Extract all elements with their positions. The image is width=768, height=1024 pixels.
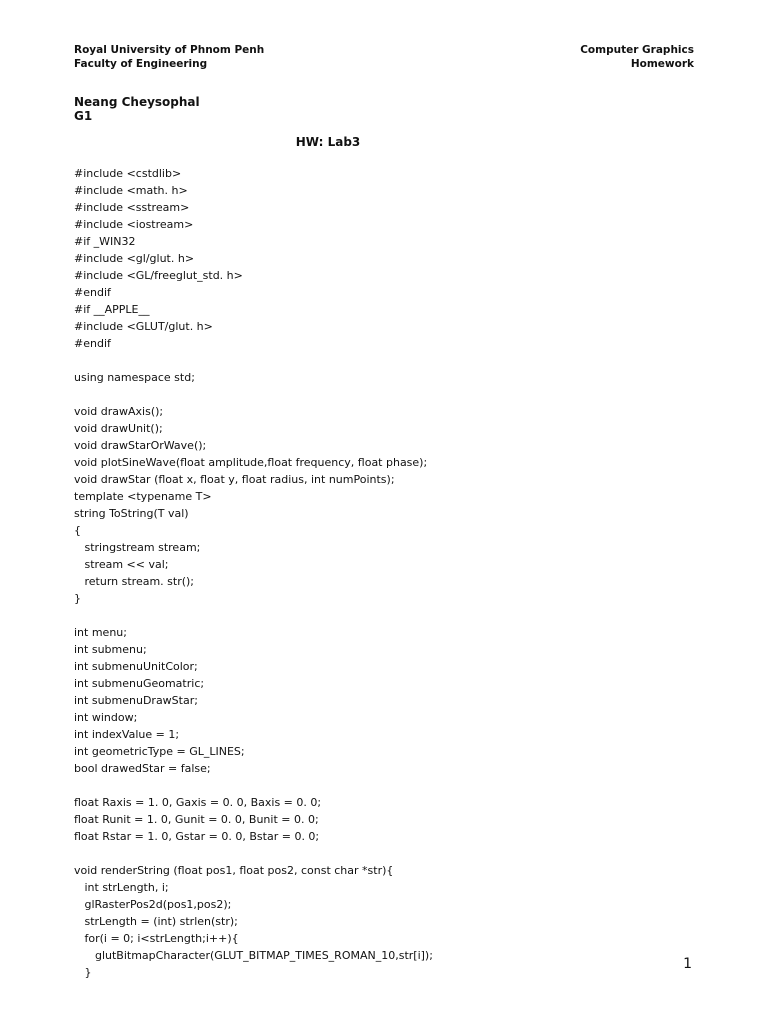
code-listing (74, 165, 694, 981)
code-line: void drawUnit(); (74, 422, 163, 435)
code-line: stream << val; (74, 558, 169, 571)
code-line: #endif (74, 337, 111, 350)
university-name: Royal University of Phnom Penh (74, 44, 265, 56)
code-line: #endif (74, 286, 111, 299)
code-line: for(i = 0; i<strLength;i++){ (74, 932, 239, 945)
code-line: glutBitmapCharacter(GLUT_BITMAP_TIMES_ROMAN_10,str[i]); (74, 949, 433, 962)
code-line: int geometricType = GL_LINES; (74, 745, 245, 758)
code-line: #if _WIN32 (74, 235, 136, 248)
code-line: float Runit = 1. 0, Gunit = 0. 0, Bunit = 0. 0; (74, 813, 319, 826)
code-line (74, 607, 694, 624)
code-line: int window; (74, 711, 138, 724)
code-line: void drawStarOrWave(); (74, 439, 207, 452)
code-line (74, 386, 694, 403)
code-line: #include <cstdlib> (74, 167, 182, 180)
code-line: int submenu; (74, 643, 147, 656)
code-line: #include <GLUT/glut. h> (74, 320, 213, 333)
faculty-name: Faculty of Engineering (74, 58, 208, 70)
code-line: #if __APPLE__ (74, 303, 150, 316)
code-line: void plotSineWave(float amplitude,float frequency, float phase); (74, 456, 428, 469)
author-block (74, 95, 200, 123)
code-line: float Rstar = 1. 0, Gstar = 0. 0, Bstar = 0. 0; (74, 830, 320, 843)
code-line: bool drawedStar = false; (74, 762, 211, 775)
code-line: template <typename T> (74, 490, 212, 503)
code-line: } (74, 592, 81, 605)
code-line: #include <iostream> (74, 218, 194, 231)
header-right (580, 43, 694, 71)
page-title: HW: Lab3 (295, 135, 361, 149)
code-line: strLength = (int) strlen(str); (74, 915, 238, 928)
code-line: } (74, 966, 92, 979)
page-number: 1 (683, 956, 692, 972)
code-line: #include <math. h> (74, 184, 188, 197)
code-line: stringstream stream; (74, 541, 201, 554)
code-line: return stream. str(); (74, 575, 195, 588)
code-line: void drawAxis(); (74, 405, 164, 418)
code-line: int strLength, i; (74, 881, 169, 894)
code-line: int submenuUnitColor; (74, 660, 198, 673)
document-type: Homework (630, 58, 694, 70)
code-line: using namespace std; (74, 371, 195, 384)
code-line: int submenuDrawStar; (74, 694, 198, 707)
code-line: #include <GL/freeglut_std. h> (74, 269, 243, 282)
code-line: #include <sstream> (74, 201, 190, 214)
code-line: void renderString (float pos1, float pos2, const char *str){ (74, 864, 394, 877)
course-name: Computer Graphics (580, 44, 694, 56)
code-line: void drawStar (float x, float y, float radius, int numPoints); (74, 473, 395, 486)
code-line (74, 845, 694, 862)
code-line (74, 777, 694, 794)
author-name: Neang Cheysophal (74, 95, 200, 109)
code-line: glRasterPos2d(pos1,pos2); (74, 898, 232, 911)
code-line: int submenuGeomatric; (74, 677, 205, 690)
code-line (74, 352, 694, 369)
code-line: string ToString(T val) (74, 507, 189, 520)
author-group: G1 (74, 109, 93, 123)
code-line: float Raxis = 1. 0, Gaxis = 0. 0, Baxis = 0. 0; (74, 796, 322, 809)
code-line: int menu; (74, 626, 127, 639)
code-line: { (74, 524, 81, 537)
code-line: int indexValue = 1; (74, 728, 180, 741)
code-line: #include <gl/glut. h> (74, 252, 195, 265)
header-left (74, 43, 264, 71)
